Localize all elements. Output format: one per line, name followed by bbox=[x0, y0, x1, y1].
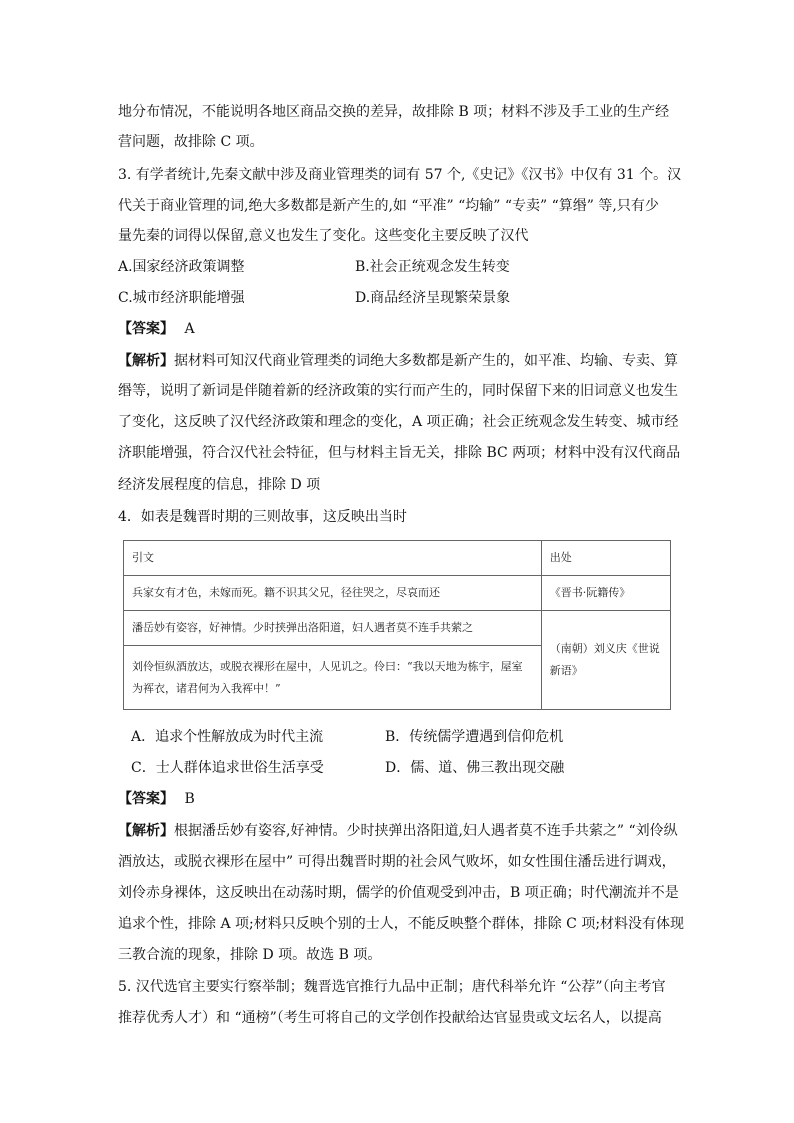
q3-analysis-label: 【解析】 bbox=[118, 353, 174, 369]
q4-option-c: C．士人群体追求世俗生活享受 bbox=[131, 760, 324, 776]
q4-option-a: A．追求个性解放成为时代主流 bbox=[131, 729, 324, 745]
q4-stem: 4．如表是魏晋时期的三则故事，这反映出当时 bbox=[118, 509, 407, 525]
q4-answer-row bbox=[118, 789, 678, 809]
q4-analysis-text-1: 根据潘岳妙有姿容,好神情。少时挟弹出洛阳道,妇人遇者莫不连手共萦之” “刘伶纵 bbox=[174, 823, 678, 839]
q3-analysis-line-2: 缗等，说明了新词是伴随着新的经济政策的实行而产生的，同时保留下来的旧词意义也发生 bbox=[118, 383, 678, 399]
q3-answer-value: A bbox=[184, 321, 195, 337]
table-cell-source-2: （南朝）刘义庆《世说新语》 bbox=[541, 611, 670, 710]
table-header-source: 出处 bbox=[541, 541, 670, 576]
q3-answer-label: 【答案】 bbox=[118, 321, 174, 337]
table-row bbox=[124, 576, 671, 611]
q3-analysis-line-5: 经济发展程度的信息，排除 D 项 bbox=[118, 477, 321, 493]
q3-analysis-text-1: 据材料可知汉代商业管理类的词绝大多数都是新产生的，如平准、均输、专卖、算 bbox=[174, 353, 678, 369]
table-cell-quote-1: 兵家女有才色，未嫁而死。籍不识其父兄，径往哭之，尽哀而还 bbox=[124, 576, 542, 611]
q3-stem-line-3: 量先秦的词得以保留,意义也发生了变化。这些变化主要反映了汉代 bbox=[118, 228, 529, 244]
q4-answer-value: B bbox=[184, 791, 195, 807]
table-header-quote: 引文 bbox=[124, 541, 542, 576]
table-header-row bbox=[124, 541, 671, 576]
q3-option-c: C.城市经济职能增强 bbox=[118, 290, 245, 306]
q4-option-b: B．传统儒学遭遇到信仰危机 bbox=[385, 729, 564, 745]
q3-option-d: D.商品经济呈现繁荣景象 bbox=[355, 290, 511, 306]
q4-answer-label: 【答案】 bbox=[118, 791, 174, 807]
q4-source-table bbox=[123, 540, 671, 710]
q4-analysis-line-3: 刘伶赤身裸体，这反映出在动荡时期，儒学的价值观受到冲击，B 项正确；时代潮流并不是 bbox=[118, 885, 679, 901]
q3-analysis-line-4: 济职能增强，符合汉代社会特征，但与材料主旨无关，排除 BC 两项；材料中没有汉代商品 bbox=[118, 445, 681, 461]
table-cell-quote-2: 潘岳妙有姿容，好神情。少时挟弹出洛阳道，妇人遇者莫不连手共萦之 bbox=[124, 611, 542, 646]
q3-option-b: B.社会正统观念发生转变 bbox=[355, 259, 510, 275]
intro-line-2: 营问题，故排除 C 项。 bbox=[118, 134, 264, 150]
q5-stem-line-1: 5. 汉代选官主要实行察举制；魏晋选官推行九品中正制；唐代科举允许 “公荐”（向主考官 bbox=[118, 979, 666, 995]
q4-analysis-line-4: 追求个性，排除 A 项;材料只反映个别的士人，不能反映整个群体，排除 C 项;材料没有体现 bbox=[118, 916, 685, 932]
q4-option-d: D．儒、道、佛三教出现交融 bbox=[385, 760, 565, 776]
q4-analysis-line-5: 三教合流的现象，排除 D 项。故选 B 项。 bbox=[118, 947, 382, 963]
q3-stem-line-1: 3. 有学者统计,先秦文献中涉及商业管理类的词有 57 个,《史记》《汉书》中仅有 31 个。汉 bbox=[118, 167, 682, 183]
intro-line-1: 地分布情况，不能说明各地区商品交换的差异，故排除 B 项；材料不涉及手工业的生产经 bbox=[118, 104, 670, 120]
table-cell-source-1: 《晋书·阮籍传》 bbox=[541, 576, 670, 611]
q3-option-a: A.国家经济政策调整 bbox=[118, 259, 245, 275]
q5-stem-line-2: 推荐优秀人才）和 “通榜”（考生可将自己的文学创作投献给达官显贵或文坛名人，以提高 bbox=[118, 1010, 662, 1026]
q4-analysis-line-1 bbox=[118, 821, 678, 841]
table-cell-quote-3: 刘伶恒纵酒放达，或脱衣裸形在屋中，人见讥之。伶曰：“我以天地为栋宇，屋室为裈衣，诸君何为入我裈中！” bbox=[124, 646, 542, 710]
q4-analysis-label: 【解析】 bbox=[118, 823, 174, 839]
table-row bbox=[124, 611, 671, 646]
q4-analysis-line-2: 酒放达，或脱衣裸形在屋中” 可得出魏晋时期的社会风气败坏，如女性围住潘岳进行调戏， bbox=[118, 854, 676, 870]
q3-answer-row bbox=[118, 319, 678, 339]
q3-analysis-line-1 bbox=[118, 351, 678, 371]
q3-stem-line-2: 代关于商业管理的词,绝大多数都是新产生的,如 “平准” “均输” “专卖” “算缗” 等,只有少 bbox=[118, 198, 659, 214]
q3-analysis-line-3: 了变化，这反映了汉代经济政策和理念的变化，A 项正确；社会正统观念发生转变、城市经 bbox=[118, 414, 679, 430]
